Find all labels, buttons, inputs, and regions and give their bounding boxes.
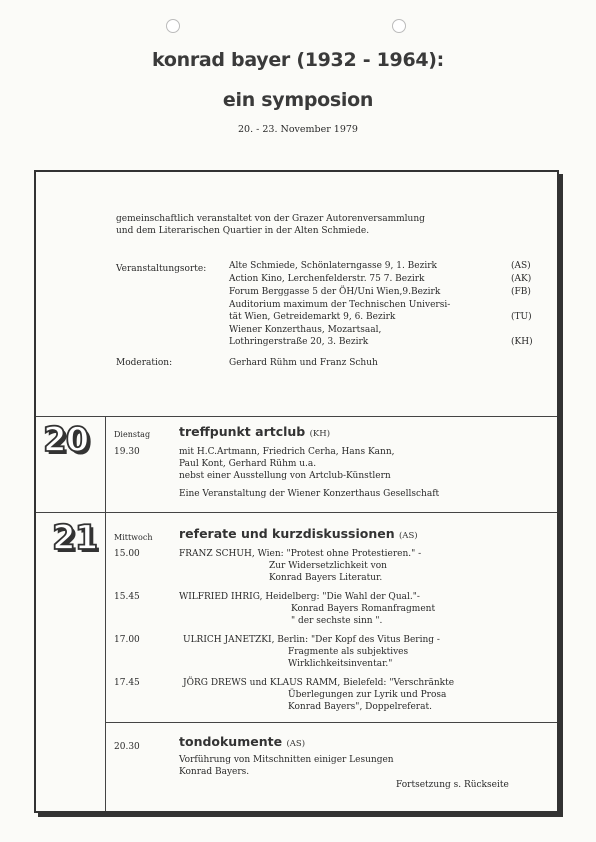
talk-line: WILFRIED IHRIG, Heidelberg: "Die Wahl der Qual."-: [179, 592, 420, 602]
talk-line: " der sechste sinn ".: [291, 616, 383, 626]
event-title-21: referate und kurzdiskussionen (AS): [179, 526, 418, 541]
venue-code: (FB): [511, 287, 531, 297]
venue-line: Forum Berggasse 5 der ÖH/Uni Wien,9.Bezirk: [229, 287, 441, 297]
divider-top: [36, 416, 557, 417]
venue-code: (AS): [511, 261, 531, 271]
venue-line: Lothringerstraße 20, 3. Bezirk: [229, 337, 369, 347]
title-line1: konrad bayer (1932 - 1964):: [152, 49, 444, 71]
tondokumente-time: 20.30: [114, 742, 140, 752]
event-line: mit H.C.Artmann, Friedrich Cerha, Hans Kann,: [179, 447, 395, 457]
talk-line: Fragmente als subjektives: [288, 647, 409, 657]
talk-time: 15.45: [114, 592, 140, 602]
punch-hole-left: [166, 19, 180, 33]
talk-line: FRANZ SCHUH, Wien: "Protest ohne Protestieren." -: [179, 549, 422, 559]
weekday-21: Mittwoch: [114, 533, 153, 542]
venue-tag: (AS): [286, 739, 306, 749]
venues-label: Veranstaltungsorte:: [116, 264, 207, 274]
event-line: Paul Kont, Gerhard Rühm u.a.: [179, 459, 317, 469]
symposium-dates: 20. - 23. November 1979: [238, 124, 358, 135]
day-number-20: 20: [43, 420, 89, 460]
tondokumente-title: tondokumente (AS): [179, 734, 306, 749]
talk-time: 17.45: [114, 678, 140, 688]
continuation-note: Fortsetzung s. Rückseite: [396, 780, 509, 790]
venue-line: Auditorium maximum der Technischen Universi-: [229, 300, 451, 310]
event-line: nebst einer Ausstellung von Artclub-Künstlern: [179, 471, 391, 481]
venue-code: (KH): [511, 337, 533, 347]
day-number-21: 21: [52, 518, 98, 558]
talk-time: 17.00: [114, 635, 140, 645]
moderation-value: Gerhard Rühm und Franz Schuh: [229, 358, 378, 368]
weekday-20: Dienstag: [114, 430, 151, 439]
title-line2: ein symposion: [222, 89, 374, 111]
event-note: Eine Veranstaltung der Wiener Konzerthaus Gesellschaft: [179, 489, 440, 499]
divider-tondokumente: [105, 722, 557, 723]
venue-tag: (KH): [309, 429, 331, 439]
talk-line: JÖRG DREWS und KLAUS RAMM, Bielefeld: "Verschränkte: [183, 678, 455, 688]
talk-line: ULRICH JANETZKI, Berlin: "Der Kopf des Vitus Bering -: [183, 635, 440, 645]
venue-code: (AK): [511, 274, 532, 284]
venue-line: Wiener Konzerthaus, Mozartsaal,: [229, 325, 382, 335]
program-frame: [34, 170, 559, 813]
venue-line: tät Wien, Getreidemarkt 9, 6. Bezirk: [229, 312, 396, 322]
intro-line-1: gemeinschaftlich veranstaltet von der Grazer Autorenversammlung: [116, 214, 425, 224]
venue-line: Action Kino, Lerchenfelderstr. 75 7. Bezirk: [229, 274, 425, 284]
talk-line: Konrad Bayers Romanfragment: [291, 604, 436, 614]
tondokumente-line: Vorführung von Mitschnitten einiger Lesungen: [179, 755, 394, 765]
venue-line: Alte Schmiede, Schönlaterngasse 9, 1. Bezirk: [229, 261, 437, 271]
talk-line: Konrad Bayers Literatur.: [269, 573, 383, 583]
event-title-20: treffpunkt artclub (KH): [179, 424, 331, 439]
venue-tag: (AS): [398, 531, 418, 541]
punch-hole-right: [392, 19, 406, 33]
talk-line: Überlegungen zur Lyrik und Prosa: [288, 690, 447, 700]
venue-code: (TU): [511, 312, 532, 322]
intro-line-2: und dem Literarischen Quartier in der Alten Schmiede.: [116, 226, 370, 236]
date-column-divider: [105, 416, 106, 811]
divider-day-21: [36, 512, 557, 513]
tondokumente-line: Konrad Bayers.: [179, 767, 250, 777]
time-20: 19.30: [114, 447, 140, 457]
talk-line: Konrad Bayers", Doppelreferat.: [288, 702, 432, 712]
moderation-label: Moderation:: [116, 358, 173, 368]
talk-line: Wirklichkeitsinventar.": [288, 659, 393, 669]
talk-line: Zur Widersetzlichkeit von: [269, 561, 387, 571]
talk-time: 15.00: [114, 549, 140, 559]
